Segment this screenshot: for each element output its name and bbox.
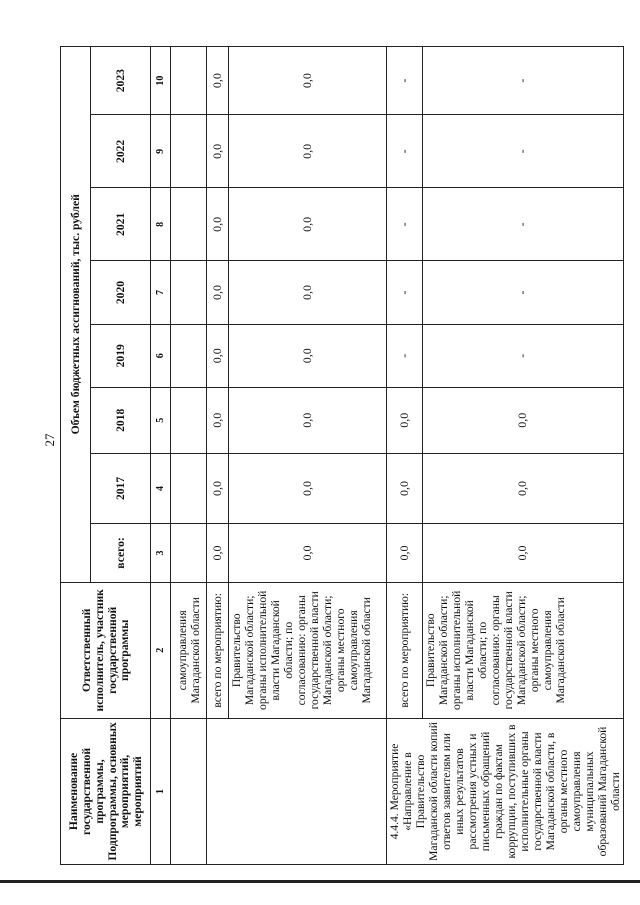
page-number: 27 [42, 433, 57, 447]
value-cell: 0,0 [229, 188, 387, 261]
executor-cell: Правительство Магаданской области; органы исполнительной власти Магаданской области; по согласованию: органы государственной власти Магаданской области; органы местного самоуправления Магаданской области [423, 582, 623, 718]
executor-cell: самоуправления Магаданской области [171, 582, 207, 718]
value-cell-empty [171, 47, 207, 115]
table-row-b [207, 47, 229, 865]
header-total: всего: [91, 524, 151, 582]
header-year-2022: 2022 [91, 115, 151, 188]
value-cell: - [387, 324, 423, 387]
value-cell: - [423, 115, 623, 188]
value-cell: - [423, 261, 623, 324]
value-cell: 0,0 [229, 524, 387, 582]
value-cell: 0,0 [423, 453, 623, 524]
header-budget: Объем бюджетных ассигнований, тыс. рублей [61, 47, 91, 583]
col-number: 7 [151, 261, 171, 324]
value-cell: 0,0 [207, 453, 229, 524]
header-year-2019: 2019 [91, 324, 151, 387]
rotated-table-container [60, 46, 621, 865]
activity-name: 4.4.4. Мероприятие «Направление в Правительство Магаданской области копий ответов заявителям или иных результатов рассмотрения устных и письменных обращений граждан по фактам коррупции, поступивших в исполнительные органы государственной власти Магаданской области, в органы местного самоуправления муниципальных образований Магаданской области [387, 718, 624, 864]
value-cell: 0,0 [387, 387, 423, 453]
value-cell: 0,0 [229, 324, 387, 387]
header-year-2018: 2018 [91, 387, 151, 453]
col-number: 5 [151, 387, 171, 453]
value-cell: - [387, 188, 423, 261]
value-cell-empty [171, 324, 207, 387]
header-year-2021: 2021 [91, 188, 151, 261]
executor-cell: всего по мероприятию: [387, 582, 423, 718]
table-row-a [171, 47, 207, 865]
value-cell: 0,0 [207, 115, 229, 188]
value-cell: 0,0 [387, 524, 423, 582]
name-cell-empty [171, 718, 207, 864]
value-cell-empty [171, 188, 207, 261]
header-row-1 [61, 47, 91, 865]
value-cell: 0,0 [229, 115, 387, 188]
value-cell: 0,0 [207, 47, 229, 115]
value-cell: 0,0 [423, 524, 623, 582]
value-cell: 0,0 [207, 188, 229, 261]
executor-cell: всего по мероприятию: [207, 582, 229, 718]
value-cell: 0,0 [229, 453, 387, 524]
value-cell: 0,0 [207, 387, 229, 453]
value-cell: - [423, 47, 623, 115]
budget-table [60, 46, 624, 865]
value-cell-empty [171, 115, 207, 188]
col-number: 10 [151, 47, 171, 115]
column-number-row [151, 47, 171, 865]
value-cell: 0,0 [229, 387, 387, 453]
value-cell-empty [171, 524, 207, 582]
value-cell: - [387, 115, 423, 188]
col-number: 4 [151, 453, 171, 524]
header-name: Наименование государственной программы, Подпрограммы, основных мероприятий, мероприятий [61, 718, 151, 864]
value-cell: - [387, 261, 423, 324]
value-cell-empty [171, 453, 207, 524]
header-executor: Ответственный исполнитель, участник государственной программы [61, 582, 151, 718]
value-cell: 0,0 [423, 387, 623, 453]
value-cell: - [387, 47, 423, 115]
value-cell: 0,0 [387, 453, 423, 524]
value-cell: 0,0 [207, 324, 229, 387]
value-cell: 0,0 [207, 524, 229, 582]
page-bottom-rule [0, 880, 640, 883]
header-year-2023: 2023 [91, 47, 151, 115]
value-cell: - [423, 188, 623, 261]
name-cell-empty [207, 718, 387, 864]
col-number: 2 [151, 582, 171, 718]
col-number: 8 [151, 188, 171, 261]
value-cell: 0,0 [207, 261, 229, 324]
col-number: 3 [151, 524, 171, 582]
value-cell: 0,0 [229, 47, 387, 115]
header-year-2020: 2020 [91, 261, 151, 324]
value-cell: - [423, 324, 623, 387]
executor-cell: Правительство Магаданской области; органы исполнительной власти Магаданской области; по согласованию: органы государственной власти Магаданской области; органы местного самоуправления Магаданской области [229, 582, 387, 718]
col-number: 9 [151, 115, 171, 188]
table-row-d [387, 47, 423, 865]
header-year-2017: 2017 [91, 453, 151, 524]
value-cell: 0,0 [229, 261, 387, 324]
value-cell-empty [171, 387, 207, 453]
col-number: 1 [151, 718, 171, 864]
value-cell-empty [171, 261, 207, 324]
col-number: 6 [151, 324, 171, 387]
